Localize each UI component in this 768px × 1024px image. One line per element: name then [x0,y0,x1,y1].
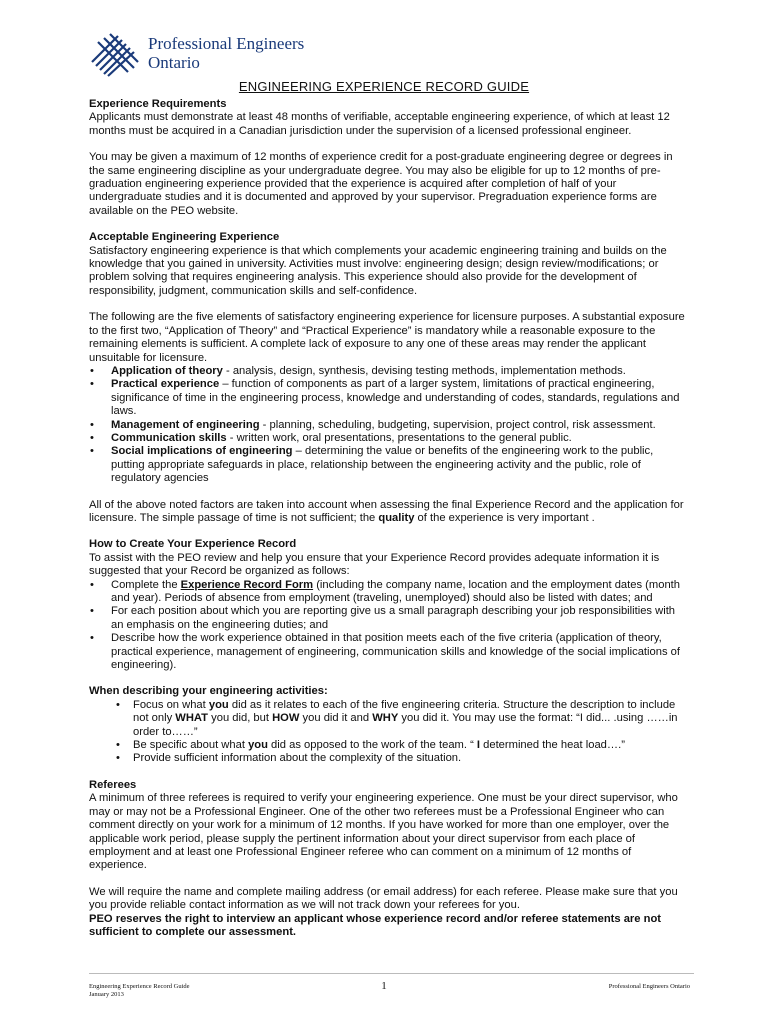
criterion-term: Application of theory [111,364,223,377]
logo-text-line1: Professional Engineers [148,34,305,53]
bullet-icon: • [90,364,94,377]
logo-text-line2: Ontario [148,53,200,72]
criterion-text: - planning, scheduling, budgeting, supervision, project control, risk assessment. [259,418,656,431]
criterion-text: – determining the value or benefits of the engineering work to the public, putting appropriate safeguards in place, relationship between the engineering activity and the public, role of regulatory agencies [111,445,654,485]
experience-record-form-link[interactable]: Experience Record Form [180,578,314,591]
list-item [89,445,689,485]
footer-organization: Professional Engineers Ontario [608,983,690,990]
paragraph: To assist with the PEO review and help you ensure that your Experience Record provides adequate information it is suggested that your Record be organized as follows: [89,551,660,578]
document-body [89,98,689,939]
text-run: you did it. You may use the format: “I did... .using ……in order to……” [133,712,678,738]
criterion-term: Management of engineering [111,418,260,431]
section-heading-experience-requirements: Experience Requirements [89,98,227,110]
paragraph-peo-reserves-right: PEO reserves the right to interview an applicant whose experience record and/or referee statements are not sufficient to complete our assessment. [89,912,662,938]
section-heading-referees: Referees [89,778,137,791]
emphasis: HOW [272,712,300,725]
list-item [89,365,689,378]
criterion-text: - written work, oral presentations, presentations to the general public. [226,431,572,444]
text-run: Complete the [111,578,181,591]
emphasis: you [208,698,229,711]
emphasis-quality: quality [378,511,415,524]
paragraph: The following are the five elements of satisfactory engineering experience for licensure purposes. A substantial exposure to the first two, “Application of Theory” and “Practical Experience” is mandatory while a reasonable exposure to the remaining elements is sufficient. A complete lack of exposure to any one of these areas may render the applicant unsuitable for licensure. [89,311,685,364]
bullet-icon: • [90,431,94,444]
page-number: 1 [381,980,387,992]
section-heading-how-to-create: How to Create Your Experience Record [89,538,297,551]
section-heading-acceptable-experience: Acceptable Engineering Experience [89,231,280,244]
list-item [89,699,689,739]
document-title: ENGINEERING EXPERIENCE RECORD GUIDE [238,79,530,94]
bullet-icon: • [116,698,120,711]
text-run: (including the company name, location and the employment dates (month and year). Periods of absence from employment (traveling, unemployed) should also be listed with dates; and [111,578,681,604]
criterion-text: – function of components as part of a larger system, limitations of practical engineering, significance of time in the engineering process, knowledge and understanding of codes, standards, regulations and laws. [111,378,680,418]
paragraph: Applicants must demonstrate at least 48 months of verifiable, acceptable engineering experience, of which at least 12 months must be acquired in a Canadian jurisdiction under the supervision of a licensed professional engineer. [89,111,670,137]
list-item [89,419,689,432]
criterion-term: Practical experience [111,378,220,391]
criterion-term: Social implications of engineering [111,445,293,458]
list-item [89,632,689,672]
footer-date: January 2013 [89,991,124,998]
text-run: of the experience is very important . [414,511,595,524]
text-run: All of the above noted factors are taken into account when assessing the final Experience Record and the application for licensure. The simple passage of time is not sufficient; the [89,498,684,524]
list-item [89,752,689,765]
text-run: Provide sufficient information about the complexity of the situation. [133,752,462,765]
criterion-term: Communication skills [111,431,227,444]
peo-logo-mark-icon [88,28,144,78]
bullet-icon: • [90,418,94,431]
bullet-icon: • [90,578,94,591]
text-run: Focus on what [133,698,209,711]
text-run: did as opposed to the work of the team. “ [267,739,477,752]
list-item [89,432,689,445]
text-run: you did it and [299,712,373,725]
text-run: did as it relates to each of the five engineering criteria. Structure the description to include not only [133,698,676,725]
paragraph: Satisfactory engineering experience is that which complements your academic engineering training and builds on the knowledge that you gained in university. Activities must involve: engineering design; design review/modifications; or problem solving that requires engineering analysis. This experience should also provide for the development of responsibility, judgment, communication skills and self-confidence. [89,244,667,297]
bullet-icon: • [90,632,94,645]
emphasis: WHAT [175,712,209,725]
bullet-icon: • [116,739,120,752]
text-run: determined the heat load….” [480,739,625,752]
text-run: Be specific about what [133,739,249,752]
emphasis: I [476,739,481,752]
text-run: For each position about which you are reporting give us a small paragraph describing your job responsibilities with an emphasis on the engineering duties; and [111,605,676,631]
bullet-icon: • [116,752,120,765]
paragraph: A minimum of three referees is required to verify your engineering experience. One must be your direct supervisor, who may or may not be a Professional Engineer. One of the other two referees must be a Professional Engineer who can comment directly on your work for a minimum of 12 months. If you have worked for more than one employer, over the applicable work period, please supply the pertinent information about your direct supervisor from each place of employment and at least one Professional Engineer referee who can comment on a minimum of 12 months of experience. [89,792,678,872]
bullet-icon: • [90,605,94,618]
criterion-text: - analysis, design, synthesis, devising testing methods, implementation methods. [222,364,626,377]
bullet-icon: • [90,445,94,458]
paragraph [89,499,689,526]
footer-divider [89,973,694,974]
bullet-icon: • [90,378,94,391]
list-item [89,378,689,418]
footer-doc-name: Engineering Experience Record Guide [89,983,190,990]
emphasis: you [248,739,268,752]
emphasis: WHY [372,712,399,725]
text-run: Describe how the work experience obtained in that position meets each of the five criteria (application of theory, practical experience, management of engineering, communication skills and knowledge of the social implications of engineering). [111,632,681,672]
text-run: you did, but [208,712,273,725]
paragraph: We will require the name and complete mailing address (or email address) for each referee. Please make sure that you you provide reliable contact information as we will not track down your referees for you. [89,885,678,912]
list-item [89,579,689,606]
list-item [89,739,689,752]
section-heading-describing-activities: When describing your engineering activities: [89,685,328,698]
list-item [89,605,689,632]
peo-logo [88,28,318,80]
paragraph: You may be given a maximum of 12 months of experience credit for a post-graduate engineering degree or degrees in the same engineering discipline as your undergraduate degree. You may also be eligible for up to 12 months of pre-graduation engineering experience provided that the experience is acquired after completion of half of your undergraduate studies and it is documented and approved by your supervisor. Pregraduation experience forms are available on the PEO website. [89,151,673,217]
